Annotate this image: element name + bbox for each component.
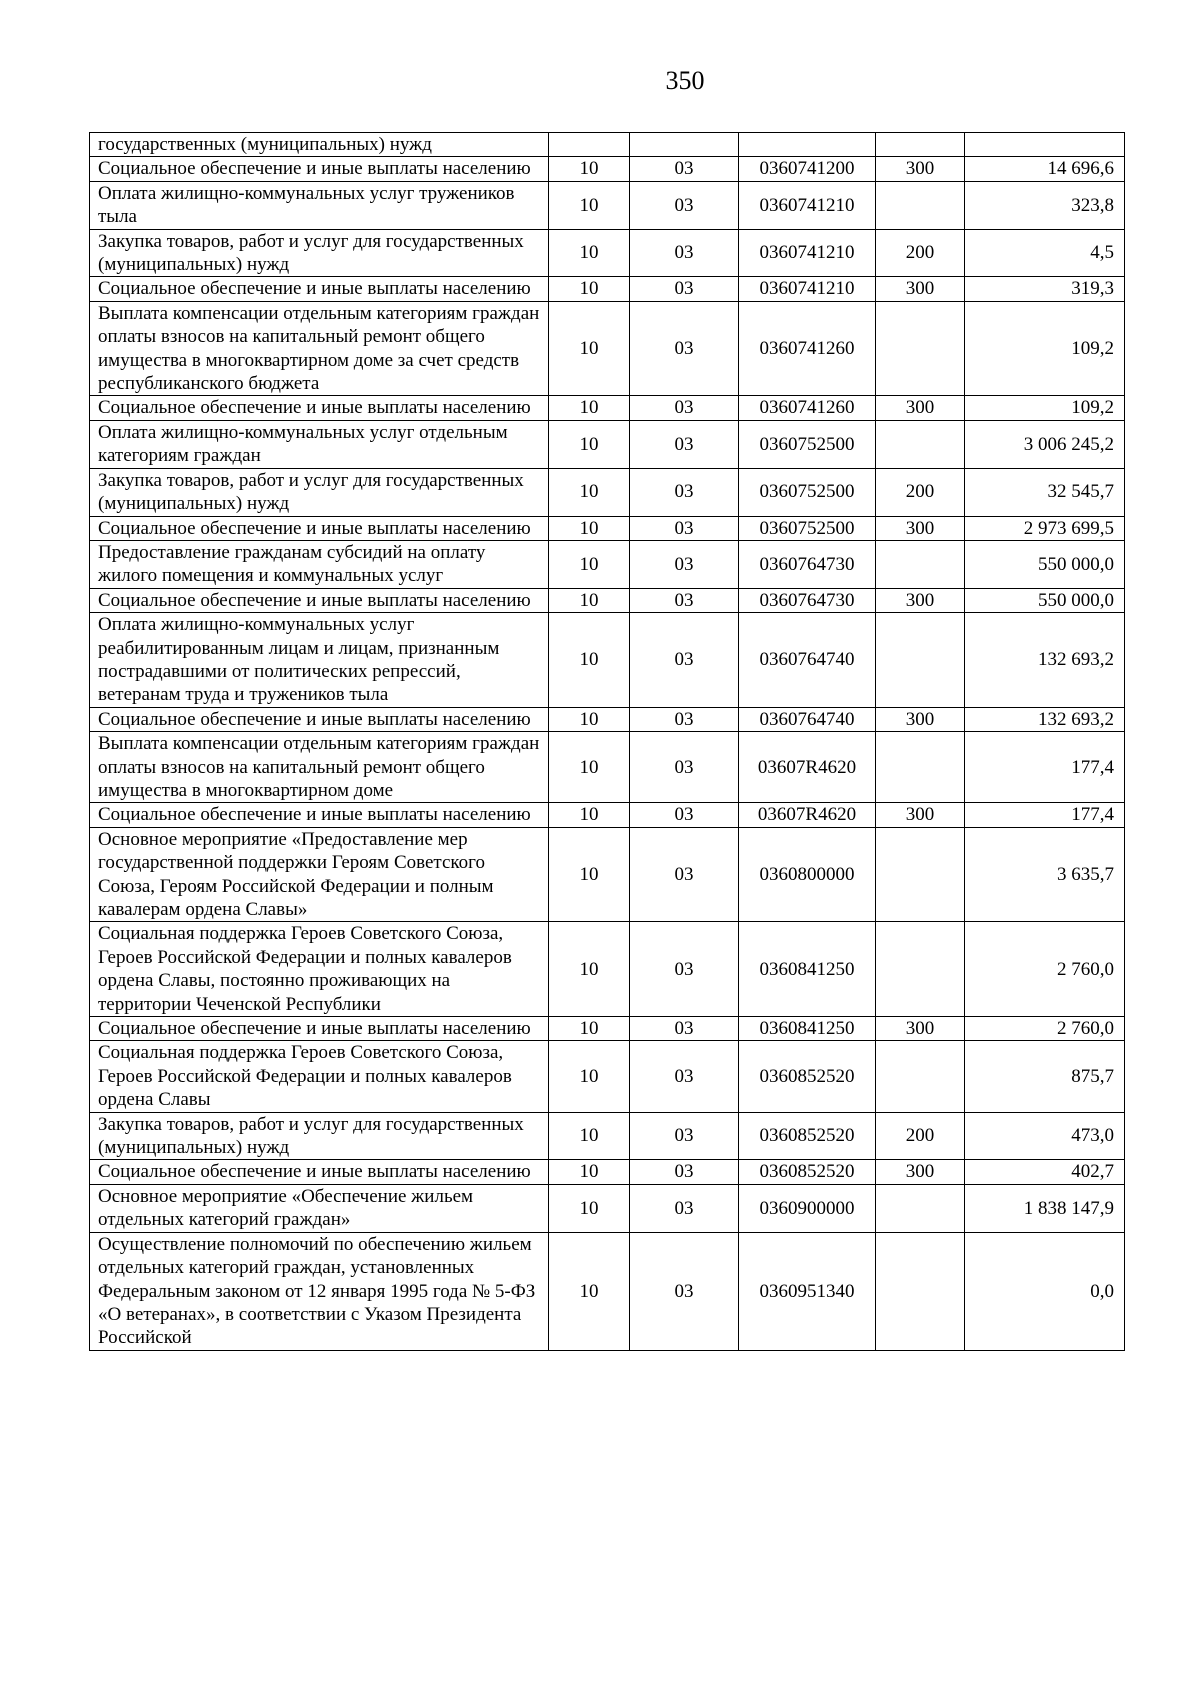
row-expense-type-cell [876,301,965,396]
table-row [90,468,1125,516]
row-amount-cell: 4,5 [965,229,1125,277]
row-subsection-cell: 03 [630,732,739,803]
row-expense-type-cell [876,181,965,229]
row-target-article-cell [739,133,876,157]
row-subsection-cell: 03 [630,540,739,588]
row-target-article-cell: 0360852520 [739,1112,876,1160]
row-section-cell: 10 [549,157,630,181]
row-expense-type-cell: 300 [876,588,965,612]
row-target-article-cell: 0360741260 [739,301,876,396]
row-target-article-cell: 0360841250 [739,1017,876,1041]
row-target-article-cell: 0360764730 [739,540,876,588]
row-section-cell: 10 [549,420,630,468]
row-expense-type-cell: 300 [876,396,965,420]
row-section-cell: 10 [549,229,630,277]
row-target-article-cell: 03607R4620 [739,803,876,827]
row-subsection-cell: 03 [630,181,739,229]
table-row [90,157,1125,181]
table-row [90,181,1125,229]
row-target-article-cell: 0360800000 [739,827,876,922]
row-amount-cell: 3 635,7 [965,827,1125,922]
table-row [90,1184,1125,1232]
row-amount-cell: 2 973 699,5 [965,516,1125,540]
row-expense-type-cell: 200 [876,1112,965,1160]
row-expense-type-cell: 300 [876,1160,965,1184]
row-target-article-cell: 0360764730 [739,588,876,612]
row-subsection-cell: 03 [630,468,739,516]
row-section-cell: 10 [549,301,630,396]
row-name-cell: Социальное обеспечение и иные выплаты населению [90,588,549,612]
row-section-cell: 10 [549,922,630,1017]
row-name-cell: Оплата жилищно-коммунальных услуг реабилитированным лицам и лицам, признанным пострадавшими от политических репрессий, ветеранам труда и тружеников тыла [90,613,549,708]
row-section-cell: 10 [549,1017,630,1041]
row-section-cell: 10 [549,732,630,803]
row-subsection-cell: 03 [630,1041,739,1112]
row-name-cell: Оплата жилищно-коммунальных услуг тружеников тыла [90,181,549,229]
row-subsection-cell: 03 [630,301,739,396]
row-expense-type-cell: 300 [876,1017,965,1041]
row-expense-type-cell: 300 [876,516,965,540]
row-name-cell: Социальная поддержка Героев Советского Союза, Героев Российской Федерации и полных кавалеров ордена Славы, постоянно проживающих на территории Чеченской Республики [90,922,549,1017]
row-amount-cell: 177,4 [965,803,1125,827]
row-expense-type-cell [876,1041,965,1112]
table-row [90,707,1125,731]
row-name-cell: Основное мероприятие «Обеспечение жильем отдельных категорий граждан» [90,1184,549,1232]
row-name-cell: государственных (муниципальных) нужд [90,133,549,157]
row-section-cell: 10 [549,1160,630,1184]
row-subsection-cell: 03 [630,1112,739,1160]
row-name-cell: Социальное обеспечение и иные выплаты населению [90,803,549,827]
row-name-cell: Социальное обеспечение и иные выплаты населению [90,157,549,181]
row-name-cell: Осуществление полномочий по обеспечению жильем отдельных категорий граждан, установленных Федеральным законом от 12 января 1995 года № 5-ФЗ «О ветеранах», в соответствии с Указом Президента Российской [90,1232,549,1350]
row-amount-cell: 550 000,0 [965,588,1125,612]
row-amount-cell: 32 545,7 [965,468,1125,516]
row-name-cell: Социальное обеспечение и иные выплаты населению [90,707,549,731]
row-section-cell: 10 [549,277,630,301]
row-amount-cell: 2 760,0 [965,1017,1125,1041]
row-amount-cell: 14 696,6 [965,157,1125,181]
page-number: 350 [665,66,705,95]
table-row [90,277,1125,301]
row-target-article-cell: 0360900000 [739,1184,876,1232]
row-target-article-cell: 0360764740 [739,613,876,708]
table-row [90,516,1125,540]
budget-table-body [90,133,1125,1351]
row-expense-type-cell: 300 [876,277,965,301]
row-section-cell: 10 [549,396,630,420]
row-subsection-cell: 03 [630,803,739,827]
row-subsection-cell: 03 [630,277,739,301]
row-expense-type-cell [876,922,965,1017]
row-target-article-cell: 0360852520 [739,1160,876,1184]
table-row [90,133,1125,157]
table-row [90,803,1125,827]
row-section-cell: 10 [549,588,630,612]
table-row [90,613,1125,708]
row-name-cell: Закупка товаров, работ и услуг для государственных (муниципальных) нужд [90,229,549,277]
row-target-article-cell: 0360741210 [739,229,876,277]
row-expense-type-cell: 300 [876,157,965,181]
row-amount-cell: 0,0 [965,1232,1125,1350]
row-target-article-cell: 0360741260 [739,396,876,420]
table-row [90,540,1125,588]
row-name-cell: Социальная поддержка Героев Советского Союза, Героев Российской Федерации и полных кавалеров ордена Славы [90,1041,549,1112]
row-target-article-cell: 0360852520 [739,1041,876,1112]
row-expense-type-cell [876,732,965,803]
row-subsection-cell: 03 [630,1160,739,1184]
row-name-cell: Основное мероприятие «Предоставление мер государственной поддержки Героям Советского Союза, Героям Российской Федерации и полным кавалерам ордена Славы» [90,827,549,922]
row-amount-cell: 323,8 [965,181,1125,229]
row-expense-type-cell: 200 [876,229,965,277]
row-expense-type-cell [876,1184,965,1232]
row-subsection-cell: 03 [630,157,739,181]
row-section-cell [549,133,630,157]
row-name-cell: Социальное обеспечение и иные выплаты населению [90,396,549,420]
table-row [90,1160,1125,1184]
table-row [90,396,1125,420]
row-name-cell: Предоставление гражданам субсидий на оплату жилого помещения и коммунальных услуг [90,540,549,588]
row-name-cell: Закупка товаров, работ и услуг для государственных (муниципальных) нужд [90,1112,549,1160]
row-name-cell: Выплата компенсации отдельным категориям граждан оплаты взносов на капитальный ремонт общего имущества в многоквартирном доме за счет средств республиканского бюджета [90,301,549,396]
row-section-cell: 10 [549,827,630,922]
table-row [90,922,1125,1017]
row-section-cell: 10 [549,516,630,540]
row-section-cell: 10 [549,181,630,229]
table-row [90,1017,1125,1041]
table-row [90,229,1125,277]
row-amount-cell: 875,7 [965,1041,1125,1112]
row-name-cell: Социальное обеспечение и иные выплаты населению [90,277,549,301]
row-target-article-cell: 0360752500 [739,468,876,516]
row-expense-type-cell [876,133,965,157]
row-name-cell: Социальное обеспечение и иные выплаты населению [90,1160,549,1184]
row-expense-type-cell [876,540,965,588]
row-amount-cell: 402,7 [965,1160,1125,1184]
row-target-article-cell: 0360752500 [739,516,876,540]
row-expense-type-cell [876,613,965,708]
row-section-cell: 10 [549,1041,630,1112]
table-row [90,588,1125,612]
row-section-cell: 10 [549,540,630,588]
row-expense-type-cell: 300 [876,803,965,827]
row-subsection-cell: 03 [630,396,739,420]
table-row [90,827,1125,922]
table-row [90,420,1125,468]
row-name-cell: Социальное обеспечение и иные выплаты населению [90,1017,549,1041]
row-expense-type-cell [876,1232,965,1350]
row-subsection-cell: 03 [630,1184,739,1232]
row-amount-cell: 319,3 [965,277,1125,301]
row-section-cell: 10 [549,468,630,516]
row-subsection-cell: 03 [630,922,739,1017]
row-name-cell: Социальное обеспечение и иные выплаты населению [90,516,549,540]
row-amount-cell: 473,0 [965,1112,1125,1160]
row-amount-cell: 550 000,0 [965,540,1125,588]
row-amount-cell: 132 693,2 [965,707,1125,731]
table-row [90,1041,1125,1112]
row-expense-type-cell [876,420,965,468]
row-target-article-cell: 0360951340 [739,1232,876,1350]
row-amount-cell: 177,4 [965,732,1125,803]
row-amount-cell: 3 006 245,2 [965,420,1125,468]
budget-table [89,132,1125,1351]
row-amount-cell: 109,2 [965,301,1125,396]
row-name-cell: Выплата компенсации отдельным категориям граждан оплаты взносов на капитальный ремонт общего имущества в многоквартирном доме [90,732,549,803]
row-expense-type-cell: 300 [876,707,965,731]
row-subsection-cell: 03 [630,516,739,540]
table-row [90,1112,1125,1160]
row-subsection-cell: 03 [630,1017,739,1041]
row-target-article-cell: 0360764740 [739,707,876,731]
row-target-article-cell: 0360741210 [739,181,876,229]
row-section-cell: 10 [549,803,630,827]
row-amount-cell [965,133,1125,157]
row-name-cell: Закупка товаров, работ и услуг для государственных (муниципальных) нужд [90,468,549,516]
row-section-cell: 10 [549,1232,630,1350]
row-amount-cell: 109,2 [965,396,1125,420]
row-subsection-cell: 03 [630,229,739,277]
row-amount-cell: 1 838 147,9 [965,1184,1125,1232]
row-amount-cell: 132 693,2 [965,613,1125,708]
row-target-article-cell: 03607R4620 [739,732,876,803]
row-expense-type-cell: 200 [876,468,965,516]
table-row [90,1232,1125,1350]
row-subsection-cell: 03 [630,613,739,708]
row-subsection-cell: 03 [630,588,739,612]
row-section-cell: 10 [549,613,630,708]
row-subsection-cell [630,133,739,157]
row-target-article-cell: 0360741210 [739,277,876,301]
row-section-cell: 10 [549,1184,630,1232]
row-amount-cell: 2 760,0 [965,922,1125,1017]
row-subsection-cell: 03 [630,1232,739,1350]
row-section-cell: 10 [549,707,630,731]
row-section-cell: 10 [549,1112,630,1160]
table-row [90,732,1125,803]
row-target-article-cell: 0360841250 [739,922,876,1017]
row-subsection-cell: 03 [630,827,739,922]
row-subsection-cell: 03 [630,707,739,731]
row-name-cell: Оплата жилищно-коммунальных услуг отдельным категориям граждан [90,420,549,468]
row-target-article-cell: 0360741200 [739,157,876,181]
row-target-article-cell: 0360752500 [739,420,876,468]
row-expense-type-cell [876,827,965,922]
table-row [90,301,1125,396]
row-subsection-cell: 03 [630,420,739,468]
